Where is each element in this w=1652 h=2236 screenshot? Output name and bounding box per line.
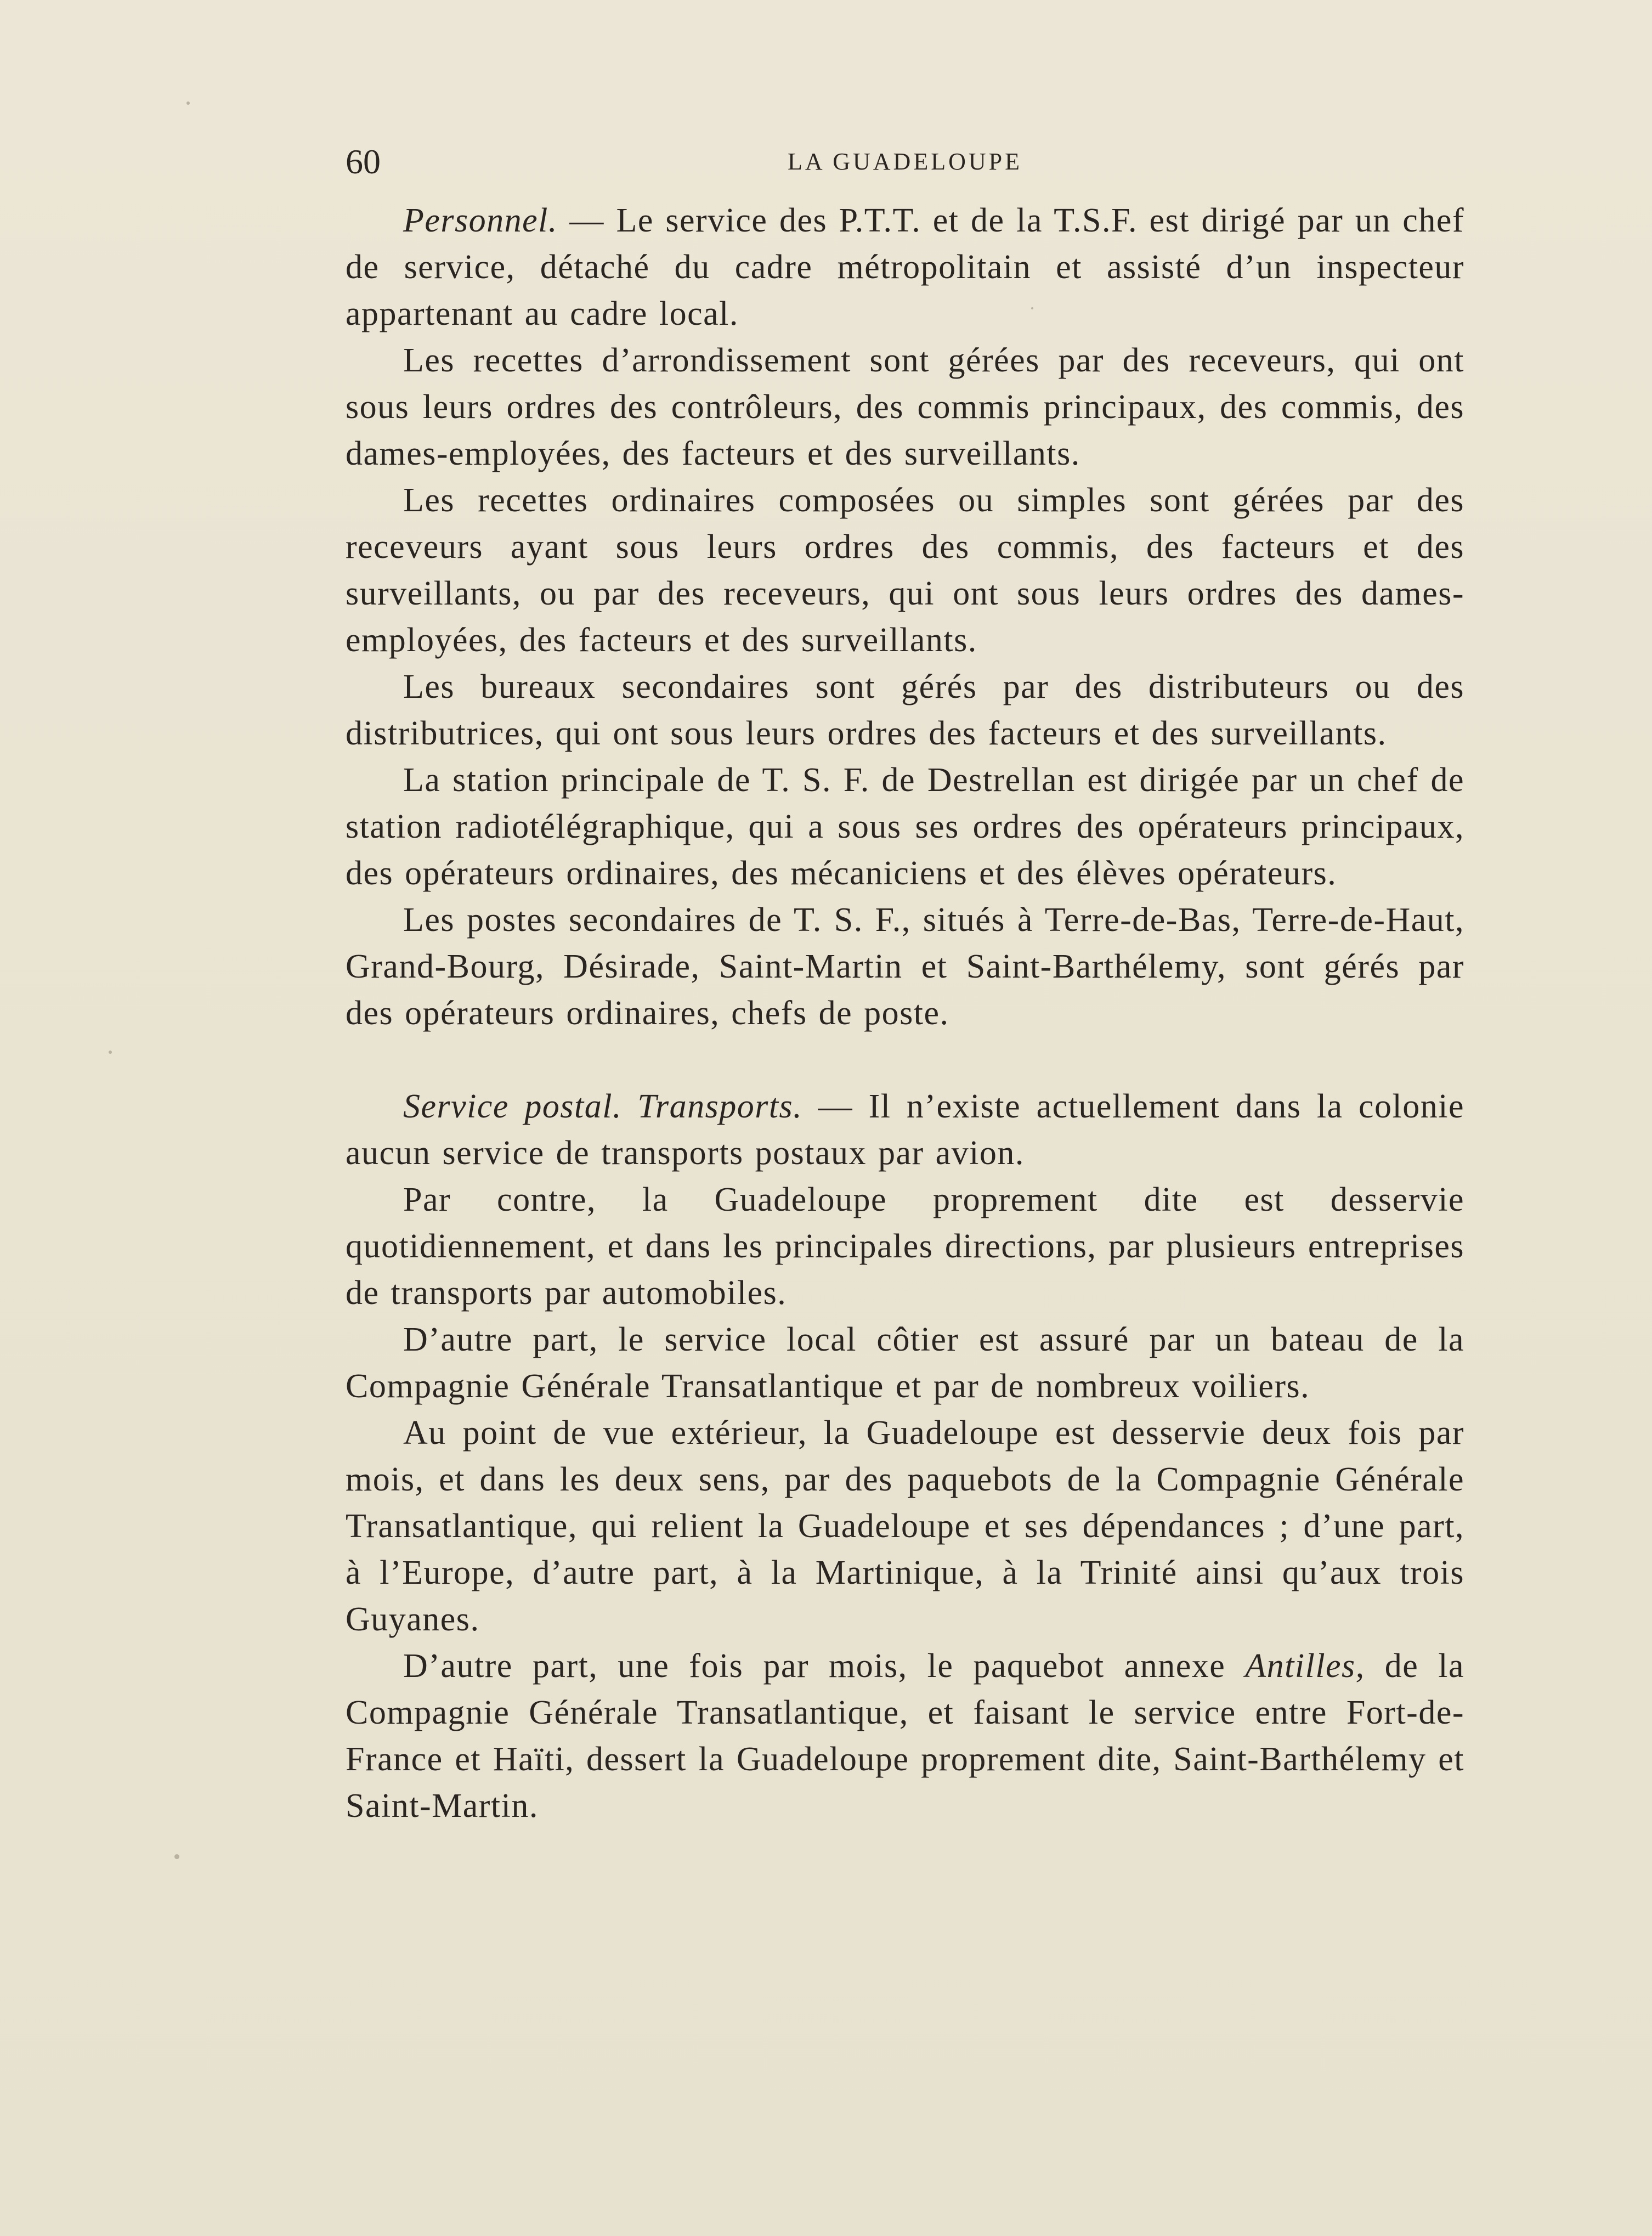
paragraph-recettes-ordinaires: Les recettes ordinaires composées ou simples sont gérées par des receveurs ayant sous leurs ordres des commis, des facteurs et des surveillants, ou par des receveurs, qui ont sous leurs ordres des dames-employées, des facteurs et des surveillants. xyxy=(346,482,1464,659)
paragraph-text: — Il n’existe actuellement dans la colonie aucun service de transports postaux par avion. xyxy=(346,1088,1464,1172)
paragraph-point-de-vue-exterieur: Au point de vue extérieur, la Guadeloupe est desservie deux fois par mois, et dans les deux sens, par des paquebots de la Compagnie Générale Transatlantique, qui relient la Guadeloupe et ses dépendances ; d’une part, à l’Europe, d’autre part, à la Martinique, à la Trinité ainsi qu’aux trois Guyanes. xyxy=(346,1414,1464,1638)
paper-speck xyxy=(109,1051,112,1054)
paragraph-automobiles: Par contre, la Guadeloupe proprement dite est desservie quotidiennement, et dans les principales directions, par plusieurs entreprises de transports par automobiles. xyxy=(346,1181,1464,1312)
section-heading-personnel: Personnel. xyxy=(403,202,558,239)
paragraph-bureaux-secondaires: Les bureaux secondaires sont gérés par des distributeurs ou des distributrices, qui ont sous leurs ordres des facteurs et des surveillants. xyxy=(346,668,1464,752)
body-text xyxy=(346,197,1464,1830)
paragraph-recettes-arrondissement: Les recettes d’arrondissement sont gérées par des receveurs, qui ont sous leurs ordres des contrôleurs, des commis principaux, des commis, des dames-employées, des facteurs et des surveillants. xyxy=(346,342,1464,472)
page-number: 60 xyxy=(346,142,381,181)
paragraph-station-principale: La station principale de T. S. F. de Destrellan est dirigée par un chef de station radiotélégraphique, qui a sous ses ordres des opérateurs principaux, des opérateurs ordinaires, des mécaniciens et des élèves opérateurs. xyxy=(346,761,1464,892)
paragraph-service-cotier: D’autre part, le service local côtier est assuré par un bateau de la Compagnie Générale Transatlantique et par de nombreux voiliers. xyxy=(346,1321,1464,1405)
paragraph-postes-secondaires: Les postes secondaires de T. S. F., situés à Terre-de-Bas, Terre-de-Haut, Grand-Bourg, Désirade, Saint-Martin et Saint-Barthélemy, sont gérés par des opérateurs ordinaires, chefs de poste. xyxy=(346,901,1464,1032)
running-title: LA GUADELOUPE xyxy=(788,148,1022,175)
paper-speck xyxy=(174,1854,179,1859)
paragraph-paquebot-antilles xyxy=(346,1643,1464,1830)
paragraph-text: de la Compagnie Générale Transatlantique, et faisant le service entre Fort-de-France et Haïti, dessert la Guadeloupe proprement dite, Saint-Barthélemy et Saint-Martin. xyxy=(346,1647,1464,1825)
ship-name: Antilles, xyxy=(1245,1647,1365,1685)
page-header xyxy=(346,132,1464,192)
paragraph-text: D’autre part, une fois par mois, le paquebot annexe xyxy=(403,1647,1246,1685)
paper-speck xyxy=(1031,307,1033,309)
section-heading-service-postal: Service postal. Transports. xyxy=(403,1088,803,1125)
paragraph-service-postal-intro xyxy=(346,1083,1464,1177)
paper-speck xyxy=(186,101,190,105)
paragraph-personnel-intro xyxy=(346,197,1464,337)
paragraph-text: — Le service des P.T.T. et de la T.S.F. est dirigé par un chef de service, détaché du cadre métropolitain et assisté d’un inspecteur appartenant au cadre local. xyxy=(346,202,1464,332)
